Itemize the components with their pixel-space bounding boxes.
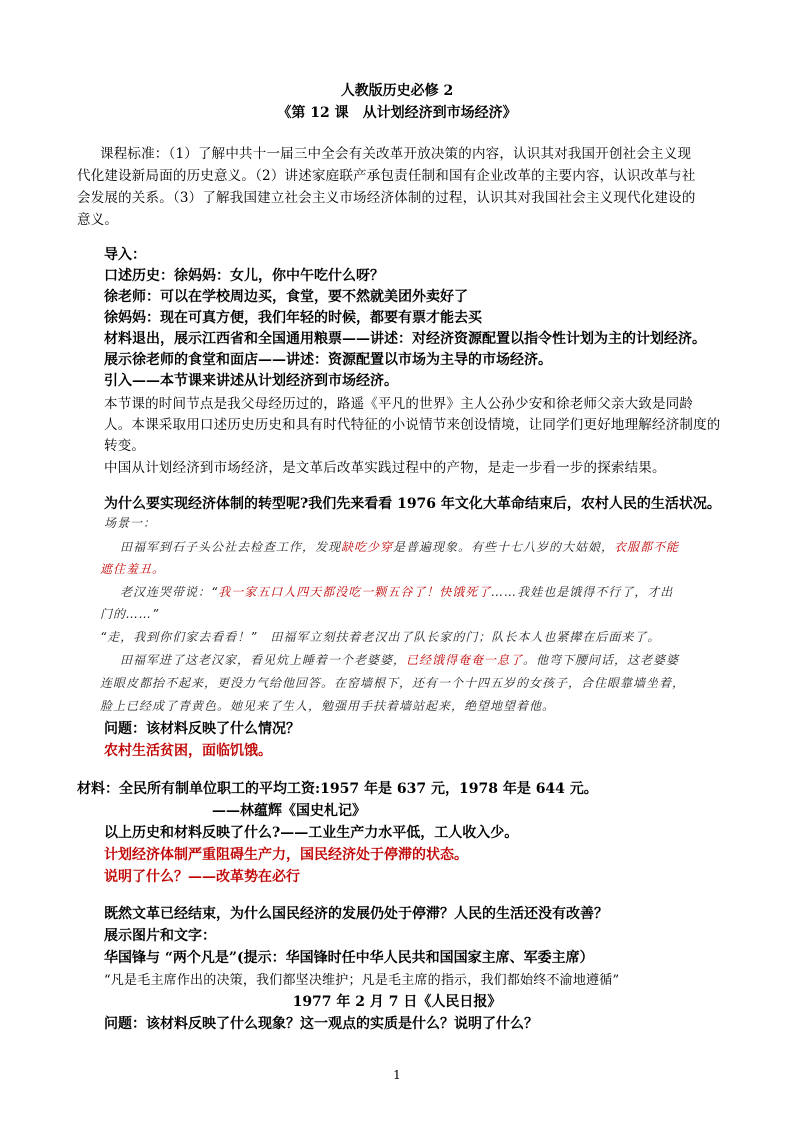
intro-line-4: 材料退出，展示江西省和全国通用粮票——讲述：对经济资源配置以指令性计划为主的计划经济。 <box>104 331 706 347</box>
section1-question-label: 问题：该材料反映了什么情况？ <box>104 721 300 737</box>
section2-red-1: 计划经济体制严重阻碍生产力，国民经济处于停滞的状态。 <box>104 847 468 863</box>
scene-highlight-3: 我一家五口人四天都没吃一颗五谷了！快饿死了 <box>218 585 492 599</box>
material-wage: 材料：全民所有制单位职工的平均工资:1957 年是 637 元，1978 年是 644 元。 <box>77 781 598 797</box>
section2-question: 以上历史和材料反映了什么?——工业生产力水平低，工人收入少。 <box>104 825 519 841</box>
scene-line-3-a: 老汉连哭带说：“ <box>120 585 219 599</box>
intro-para-2: 人。本课采取用口述历史历史和具有时代特征的小说情节来创设情境，让同学们更好地理解经济制度的 <box>104 417 721 433</box>
scene-line-3 <box>120 583 673 600</box>
section2-red-2: 说明了什么？——改革势在必行 <box>104 869 300 885</box>
standard-line-3: 会发展的关系。（3）了解我国建立社会主义市场经济体制的过程，认识其对我国社会主义现代化建设的 <box>77 190 696 206</box>
standard-line-1: 课程标准：（1）了解中共十一届三中全会有关改革开放决策的内容，认识其对我国开创社会主义现 <box>100 146 692 162</box>
scene-line-1 <box>120 538 679 555</box>
intro-line-5: 展示徐老师的食堂和面店——讲述：资源配置以市场为主导的市场经济。 <box>104 352 552 368</box>
intro-line-3: 徐妈妈：现在可真方便，我们年轻的时候，都要有票才能去买 <box>104 310 482 326</box>
scene-line-8: 脸上已经成了青黄色。她见来了生人，勉强用手扶着墙站起来，绝望地望着他。 <box>100 699 556 713</box>
lesson-title: 《第 12 课 从计划经济到市场经济》 <box>277 105 517 121</box>
scene-line-3-c: ……我娃也是饿得不行了，才出 <box>491 585 674 599</box>
intro-line-2: 徐老师：可以在学校周边买，食堂，要不然就美团外卖好了 <box>104 289 468 305</box>
intro-para-3: 转变。 <box>104 438 146 454</box>
scene-line-7: 连眼皮都抬不起来，更没力气给他回答。在窑墙根下，还有一个十四五岁的女孩子，合住眼靠墙坐着， <box>100 676 686 690</box>
scene-line-1-c: 是普遍现象。有些十七八岁的大姑娘， <box>393 540 615 554</box>
section3-show: 展示图片和文字： <box>104 928 216 944</box>
doc-title: 人教版历史必修 2 <box>340 83 454 99</box>
scene-line-5: “走，我到你们家去看看！” 田福军立刻扶着老汉出了队长家的门；队长本人也紧撵在后面来了。 <box>100 630 661 644</box>
scene-label: 场景一： <box>104 516 157 530</box>
section1-question: 为什么要实现经济体制的转型呢?我们先来看看 1976 年文化大革命结束后，农村人民的生活状况。 <box>104 496 721 512</box>
scene-highlight-4: 已经饿得奄奄一息了 <box>406 653 524 667</box>
section3-question: 既然文革已经结束，为什么国民经济的发展仍处于停滞？人民的生活还没有改善？ <box>104 906 608 922</box>
intro-line-6: 引入——本节课来讲述从计划经济到市场经济。 <box>104 373 398 389</box>
scene-line-6-a: 田福军进了这老汉家，看见炕上睡着一个老婆婆， <box>120 653 407 667</box>
scene-line-6-c: 。他弯下腰问话，这老婆婆 <box>523 653 680 667</box>
standard-line-2: 代化建设新局面的历史意义。（2）讲述家庭联产承包责任制和国有企业改革的主要内容，认识改革与社 <box>77 168 696 184</box>
scene-line-1-a: 田福军到石子头公社去检查工作，发现 <box>120 540 342 554</box>
page-number: 1 <box>393 1068 401 1082</box>
intro-heading: 导入： <box>104 247 146 263</box>
intro-line-1: 口述历史：徐妈妈：女儿，你中午吃什么呀？ <box>104 268 384 284</box>
standard-line-4: 意义。 <box>77 212 119 228</box>
scene-line-4: 门的……” <box>100 607 160 621</box>
scene-line-6 <box>120 651 679 668</box>
section3-quote: “凡是毛主席作出的决策，我们都坚决维护；凡是毛主席的指示，我们都始终不渝地遵循” <box>104 973 620 988</box>
section3-hua: 华国锋与 “两个凡是”(提示：华国锋时任中华人民共和国国家主席、军委主席） <box>104 950 594 966</box>
section3-question-2: 问题：该材料反映了什么现象？这一观点的实质是什么？说明了什么？ <box>104 1016 538 1032</box>
section1-answer: 农村生活贫困，面临饥饿。 <box>104 743 272 759</box>
scene-highlight-1: 缺吃少穿 <box>341 540 394 554</box>
intro-para-1: 本节课的时间节点是我父母经历过的，路遥《平凡的世界》主人公孙少安和徐老师父亲大致是同龄 <box>104 396 694 412</box>
material-source: ——林蕴辉《国史札记》 <box>212 803 366 819</box>
section3-date: 1977 年 2 月 7 日《人民日报》 <box>292 994 502 1010</box>
scene-line-2: 遮住羞丑。 <box>100 562 166 576</box>
scene-highlight-2: 衣服都不能 <box>614 540 680 554</box>
intro-para-4: 中国从计划经济到市场经济，是文革后改革实践过程中的产物，是走一步看一步的探索结果。 <box>104 460 666 476</box>
